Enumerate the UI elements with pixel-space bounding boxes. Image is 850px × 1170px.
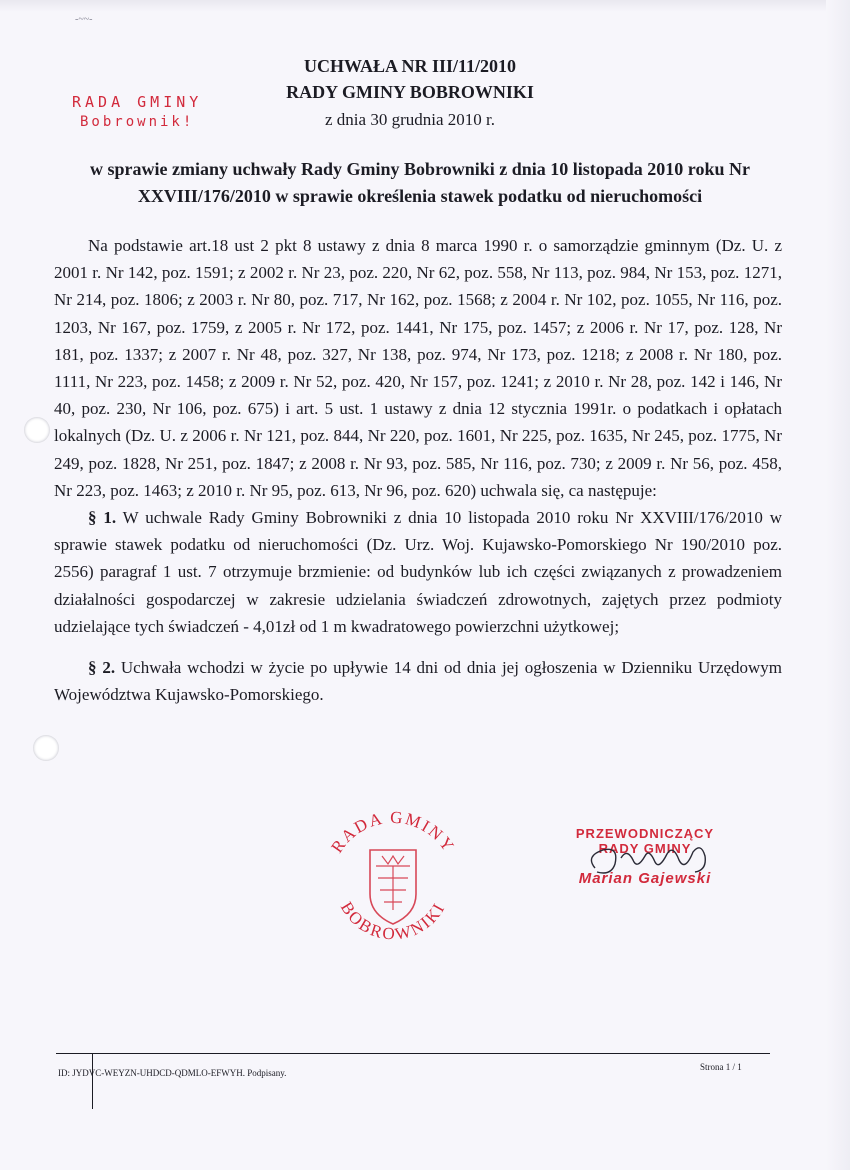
section-1-text: W uchwale Rady Gminy Bobrowniki z dnia 10 listopada 2010 roku Nr XXVIII/176/2010 w sprawie stawek podatku od nieruchomości (Dz. Urz. Woj. Kujawsko-Pomorskiego Nr 190/2010 poz. 2556) paragraf 1 ust. 7 otrzymuje brzmienie: od budynków lub ich części związanych z prowadzeniem działalności gospodarczej w zakresie udzielania świadczeń zdrowotnych, zajętych przez podmioty udzielające tych świadczeń - 4,01zł od 1 m kwadratowego powierzchni użytkowej; <box>54 508 782 636</box>
signature-title-line1: PRZEWODNICZĄCY <box>575 826 715 841</box>
section-2 <box>54 654 782 708</box>
pencil-mark: -~~- <box>75 14 93 25</box>
resolution-title: UCHWAŁA NR III/11/2010 <box>303 56 517 76</box>
page-number: Strona 1 / 1 <box>700 1062 742 1072</box>
footer-margin-tick <box>92 1053 93 1109</box>
signature-title-line2: RADY GMINY <box>598 841 692 856</box>
preamble: Na podstawie art.18 ust 2 pkt 8 ustawy z dnia 8 marca 1990 r. o samorządzie gminnym (Dz. U. z 2001 r. Nr 142, poz. 1591; z 2002 r. Nr 23, poz. 220, Nr 62, poz. 558, Nr 113, poz. 984, Nr 153, poz. 1271, Nr 214, poz. 1806; z 2003 r. Nr 80, poz. 717, Nr 162, poz. 1568; z 2004 r. Nr 102, poz. 1055, Nr 116, poz. 1203, Nr 167, poz. 1759, z 2005 r. Nr 172, poz. 1441, Nr 175, poz. 1457; z 2006 r. Nr 17, poz. 128, Nr 181, poz. 1337; z 2007 r. Nr 48, poz. 327, Nr 138, poz. 974, Nr 173, poz. 1218; z 2008 r. Nr 180, poz. 1111, Nr 223, poz. 1458; z 2009 r. Nr 52, poz. 420, Nr 157, poz. 1241; z 2010 r. Nr 28, poz. 142 i 146, Nr 40, poz. 230, Nr 106, poz. 675) i art. 5 ust. 1 ustawy z dnia 12 stycznia 1991r. o podatkach i opłatach lokalnych (Dz. U. z 2006 r. Nr 121, poz. 844, Nr 220, poz. 1601, Nr 225, poz. 1635, Nr 245, poz. 1775, Nr 249, poz. 1828, Nr 251, poz. 1847; z 2008 r. Nr 93, poz. 585, Nr 116, poz. 730; z 2009 r. Nr 56, poz. 458, Nr 223, poz. 1463; z 2010 r. Nr 95, poz. 613, Nr 96, poz. 620) uchwala się, ca następuje: <box>54 236 782 500</box>
section-1-number: § 1. <box>88 508 117 528</box>
section-1 <box>54 504 782 640</box>
scan-shadow-right <box>826 0 850 1170</box>
punch-hole <box>24 417 50 443</box>
handwritten-signature-icon <box>575 836 725 886</box>
seal-top-text: RADA GMINY <box>327 807 459 857</box>
signature-name: Marian Gajewski <box>578 870 712 887</box>
footer-divider <box>56 1053 770 1054</box>
punch-hole <box>33 735 59 761</box>
document-id: ID: JYDVC-WEYZN-UHDCD-QDMLO-EFWYH. Podpisany. <box>58 1068 287 1078</box>
section-2-text: Uchwała wchodzi w życie po upływie 14 dni od dnia jej ogłoszenia w Dzienniku Urzędowym Województwa Kujawsko-Pomorskiego. <box>54 658 783 705</box>
subject-line-1: w sprawie zmiany uchwały Rady Gminy Bobrowniki z dnia 10 listopada 2010 roku Nr <box>90 159 750 179</box>
resolution-body: RADY GMINY BOBROWNIKI <box>286 82 534 102</box>
scan-shadow-top <box>0 0 850 12</box>
council-stamp-line1: RADA GMINY <box>72 93 203 111</box>
official-seal <box>318 806 468 956</box>
council-stamp <box>72 92 202 132</box>
council-stamp-line2: Bobrownik! <box>80 114 195 130</box>
seal-bottom-text: BOBROWNIKI <box>336 898 449 944</box>
section-2-number: § 2. <box>88 658 116 678</box>
resolution-body-text <box>54 232 782 708</box>
chairman-signature-stamp <box>545 826 745 896</box>
resolution-date: z dnia 30 grudnia 2010 r. <box>325 110 495 129</box>
resolution-subject <box>50 156 790 210</box>
subject-line-2: XXVIII/176/2010 w sprawie określenia stawek podatku od nieruchomości <box>137 186 703 206</box>
